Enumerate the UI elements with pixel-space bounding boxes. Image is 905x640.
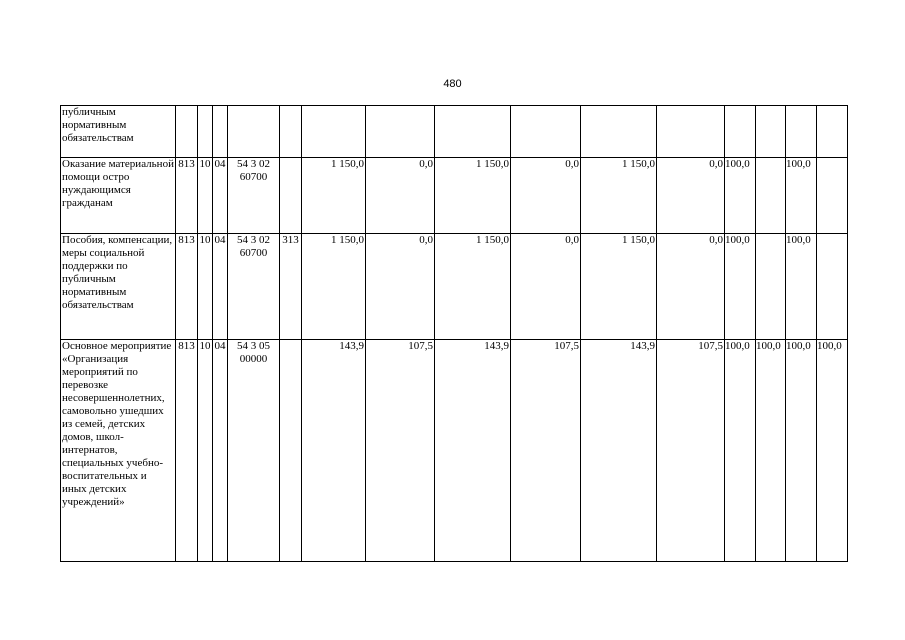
subsection-code-cell: 04 [213,158,228,234]
table-row [61,158,848,234]
section-code-cell: 10 [198,340,213,562]
value-cell-5: 143,9 [581,340,657,562]
budget-table [60,105,848,562]
value-cell-6: 107,5 [657,340,725,562]
value-cell-4: 107,5 [511,340,581,562]
table-row [61,234,848,340]
value-cell-3: 1 150,0 [435,158,511,234]
value-cell-2: 0,0 [366,158,435,234]
subsection-code-cell: 04 [213,234,228,340]
value-cell-3 [435,106,511,158]
table-row [61,340,848,562]
percent-cell-4 [817,106,848,158]
value-cell-5 [581,106,657,158]
value-cell-1 [302,106,366,158]
percent-cell-1 [725,106,756,158]
row-name-cell: Основное мероприятие «Организация мероприятий по перевозке несовершеннолетних, самовольно ушедших из семей, детских домов, школ-интернатов, специальных учебно-воспитательных и иных детских учреждений» [61,340,176,562]
page-number: 480 [443,78,462,90]
value-cell-2 [366,106,435,158]
percent-cell-2: 100,0 [756,340,786,562]
percent-cell-3 [786,106,817,158]
percent-cell-4 [817,158,848,234]
ved-code-cell: 813 [176,234,198,340]
percent-cell-1: 100,0 [725,234,756,340]
section-code-cell [198,106,213,158]
ved-code-cell: 813 [176,340,198,562]
percent-cell-4 [817,234,848,340]
ved-code-cell: 813 [176,158,198,234]
section-code-cell: 10 [198,158,213,234]
value-cell-5: 1 150,0 [581,158,657,234]
ved-code-cell [176,106,198,158]
target-article-cell: 54 3 05 00000 [228,340,280,562]
row-name-cell: публичным нормативным обязательствам [61,106,176,158]
value-cell-1: 1 150,0 [302,234,366,340]
subsection-code-cell: 04 [213,340,228,562]
row-name-cell: Оказание материальной помощи остро нуждающимся гражданам [61,158,176,234]
value-cell-4: 0,0 [511,234,581,340]
value-cell-6: 0,0 [657,234,725,340]
subsection-code-cell [213,106,228,158]
target-article-cell: 54 3 02 60700 [228,234,280,340]
expense-type-cell [280,340,302,562]
expense-type-cell: 313 [280,234,302,340]
percent-cell-3: 100,0 [786,158,817,234]
expense-type-cell [280,158,302,234]
percent-cell-3: 100,0 [786,340,817,562]
section-code-cell: 10 [198,234,213,340]
target-article-cell [228,106,280,158]
percent-cell-1: 100,0 [725,340,756,562]
percent-cell-2 [756,106,786,158]
table-row [61,106,848,158]
target-article-cell: 54 3 02 60700 [228,158,280,234]
value-cell-4 [511,106,581,158]
row-name-cell: Пособия, компенсации, меры социальной поддержки по публичным нормативным обязательствам [61,234,176,340]
percent-cell-2 [756,158,786,234]
percent-cell-2 [756,234,786,340]
percent-cell-4: 100,0 [817,340,848,562]
value-cell-3: 1 150,0 [435,234,511,340]
percent-cell-1: 100,0 [725,158,756,234]
value-cell-2: 0,0 [366,234,435,340]
value-cell-2: 107,5 [366,340,435,562]
value-cell-1: 143,9 [302,340,366,562]
expense-type-cell [280,106,302,158]
value-cell-6 [657,106,725,158]
value-cell-6: 0,0 [657,158,725,234]
value-cell-3: 143,9 [435,340,511,562]
value-cell-4: 0,0 [511,158,581,234]
percent-cell-3: 100,0 [786,234,817,340]
value-cell-1: 1 150,0 [302,158,366,234]
value-cell-5: 1 150,0 [581,234,657,340]
